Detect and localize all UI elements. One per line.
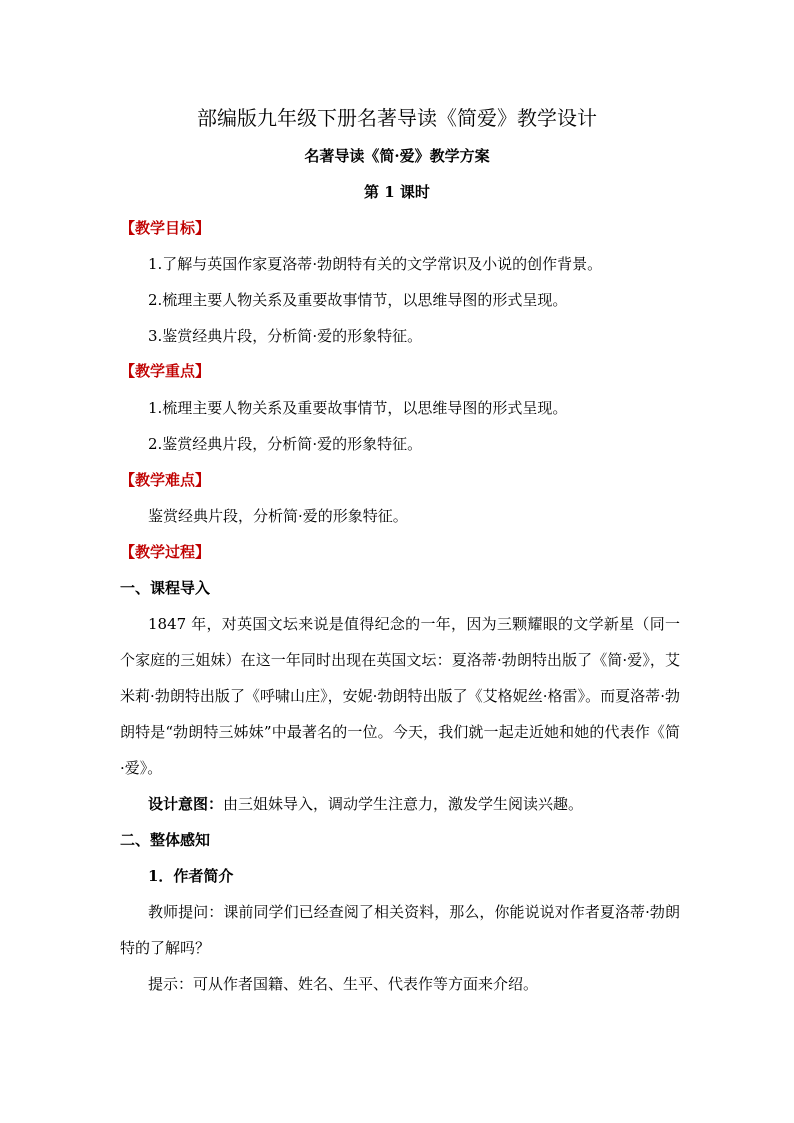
objective-item: 2.梳理主要人物关系及重要故事情节，以思维导图的形式呈现。 xyxy=(148,291,568,309)
hint-text: 提示：可从作者国籍、姓名、生平、代表作等方面来介绍。 xyxy=(148,975,539,993)
part2-paragraph xyxy=(120,894,680,966)
author-intro-heading: 1．作者简介 xyxy=(148,867,234,885)
difficulties-heading: 【教学难点】 xyxy=(120,471,211,489)
part2-text: 教师提问：课前同学们已经查阅了相关资料，那么，你能说说对作者夏洛蒂·勃朗特的了解吗？ xyxy=(120,903,680,957)
part2-heading: 二、整体感知 xyxy=(120,831,211,849)
part1-text: 1847 年，对英国文坛来说是值得纪念的一年，因为三颗耀眼的文学新星（同一个家庭的三姐妹）在这一年同时出现在英国文坛：夏洛蒂·勃朗特出版了《简·爱》，艾米莉·勃朗特出版了《呼啸山庄》，安妮·勃朗特出版了《艾格妮丝·格雷》。而夏洛蒂·勃朗特是“勃朗特三姊妹”中最著名的一位。今天，我们就一起走近她和她的代表作《简·爱》。 xyxy=(120,615,680,777)
objective-item: 3.鉴赏经典片段，分析简·爱的形象特征。 xyxy=(148,327,423,345)
lesson-number: 第 1 课时 xyxy=(364,183,430,201)
objective-item: 1.了解与英国作家夏洛蒂·勃朗特有关的文学常识及小说的创作背景。 xyxy=(148,255,603,273)
difficulties-text: 鉴赏经典片段，分析简·爱的形象特征。 xyxy=(148,507,408,525)
document-subtitle: 名著导读《简·爱》教学方案 xyxy=(304,147,490,165)
design-intent-text: 由三姐妹导入，调动学生注意力，激发学生阅读兴趣。 xyxy=(223,795,584,813)
document-title: 部编版九年级下册名著导读《简爱》教学设计 xyxy=(197,106,597,130)
key-point-item: 1.梳理主要人物关系及重要故事情节，以思维导图的形式呈现。 xyxy=(148,399,568,417)
objectives-heading: 【教学目标】 xyxy=(120,219,211,237)
design-intent-label: 设计意图： xyxy=(148,795,224,813)
key-point-item: 2.鉴赏经典片段，分析简·爱的形象特征。 xyxy=(148,435,423,453)
part1-heading: 一、课程导入 xyxy=(120,579,211,597)
design-intent xyxy=(148,793,680,815)
process-heading: 【教学过程】 xyxy=(120,543,211,561)
key-points-heading: 【教学重点】 xyxy=(120,362,211,380)
part1-paragraph xyxy=(120,606,680,786)
